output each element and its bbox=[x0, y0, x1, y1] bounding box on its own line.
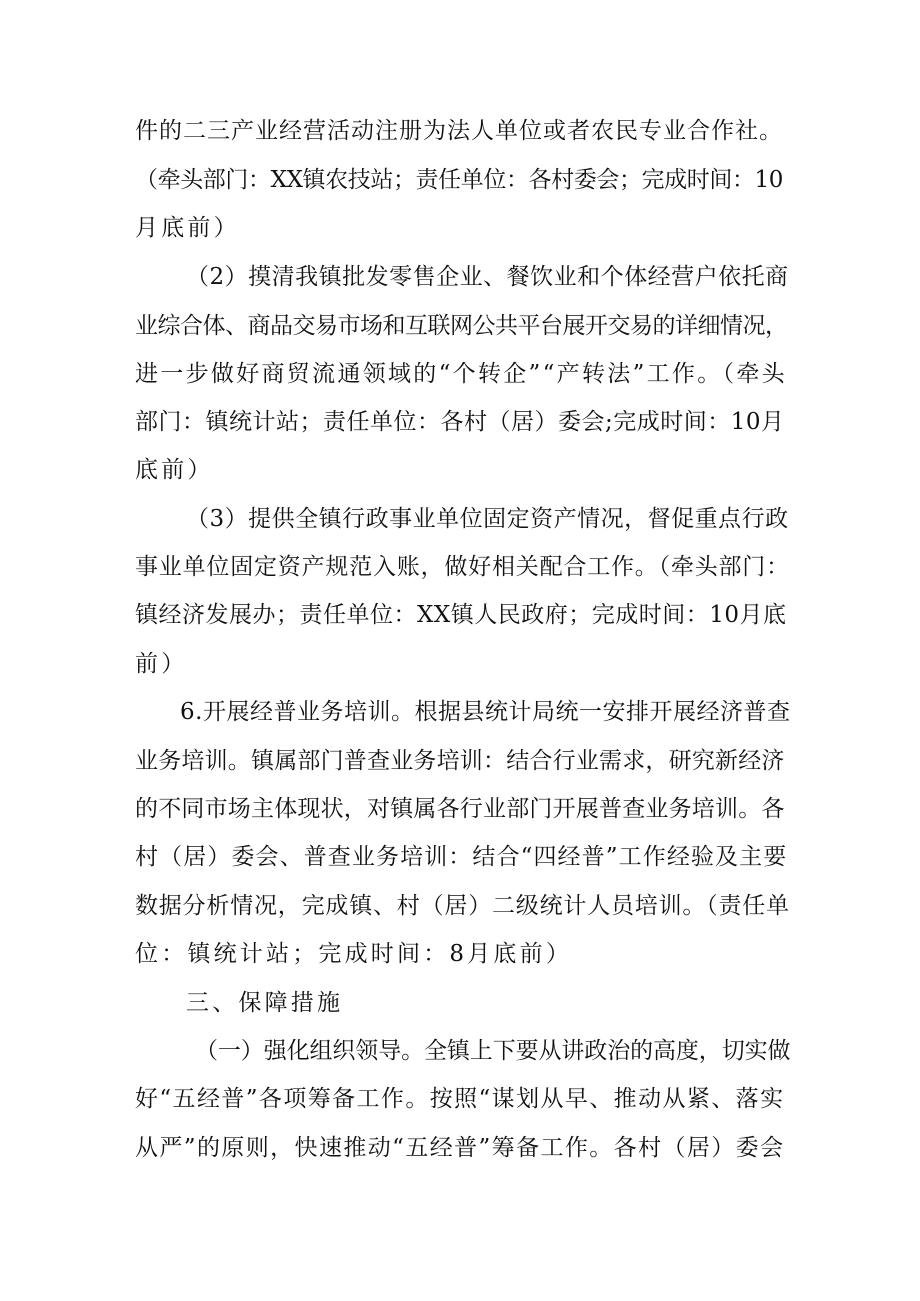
paragraph-line: 数据分析情况，完成镇、村（居）二级统计人员培训。（责任单 bbox=[135, 893, 790, 919]
paragraph-line: 从严”的原则，快速推动“五经普”筹备工作。各村（居）委会 bbox=[135, 1135, 785, 1161]
paragraph-line: 部门：镇统计站；责任单位：各村（居）委会;完成时间：10月 bbox=[135, 409, 785, 435]
paragraph-line: （3）提供全镇行政事业单位固定资产情况，督促重点行政 bbox=[186, 506, 789, 532]
paragraph-line: 位：镇统计站；完成时间：8月底前） bbox=[135, 941, 573, 967]
paragraph-line: 镇经济发展办；责任单位：XX镇人民政府；完成时间：10月底 bbox=[135, 602, 787, 628]
paragraph-line: 的不同市场主体现状，对镇属各行业部门开展普查业务培训。各 bbox=[135, 796, 785, 822]
paragraph-line: 业务培训。镇属部门普查业务培训：结合行业需求，研究新经济 bbox=[135, 748, 785, 774]
paragraph-line: （一）强化组织领导。全镇上下要从讲政治的高度，切实做 bbox=[195, 1038, 791, 1064]
paragraph-line: 件的二三产业经营活动注册为法人单位或者农民专业合作社。 bbox=[135, 118, 783, 144]
paragraph-line: 进一步做好商贸流通领域的“个转企”“产转法”工作。（牵头 bbox=[135, 361, 787, 387]
paragraph-line: 业综合体、商品交易市场和互联网公共平台展开交易的详细情况， bbox=[135, 313, 788, 339]
paragraph-line: 月底前） bbox=[135, 215, 240, 241]
section-heading-line: 6.开展经普业务培训。根据县统计局统一安排开展经济普查 bbox=[180, 699, 791, 725]
paragraph-line: 村（居）委会、普查业务培训：结合“四经普”工作经验及主要 bbox=[135, 844, 788, 870]
paragraph-line: （牵头部门：XX镇农技站；责任单位：各村委会；完成时间：10 bbox=[135, 167, 784, 193]
paragraph-line: 底前） bbox=[135, 457, 214, 483]
paragraph-line: 事业单位固定资产规范入账，做好相关配合工作。（牵头部门： bbox=[135, 554, 790, 580]
paragraph-line: 好“五经普”各项筹备工作。按照“谋划从早、推动从紧、落实 bbox=[135, 1086, 785, 1112]
section-heading: 三、保障措施 bbox=[186, 990, 344, 1016]
paragraph-line: 前） bbox=[135, 651, 188, 677]
paragraph-line: （2）摸清我镇批发零售企业、餐饮业和个体经营户依托商 bbox=[186, 264, 789, 290]
